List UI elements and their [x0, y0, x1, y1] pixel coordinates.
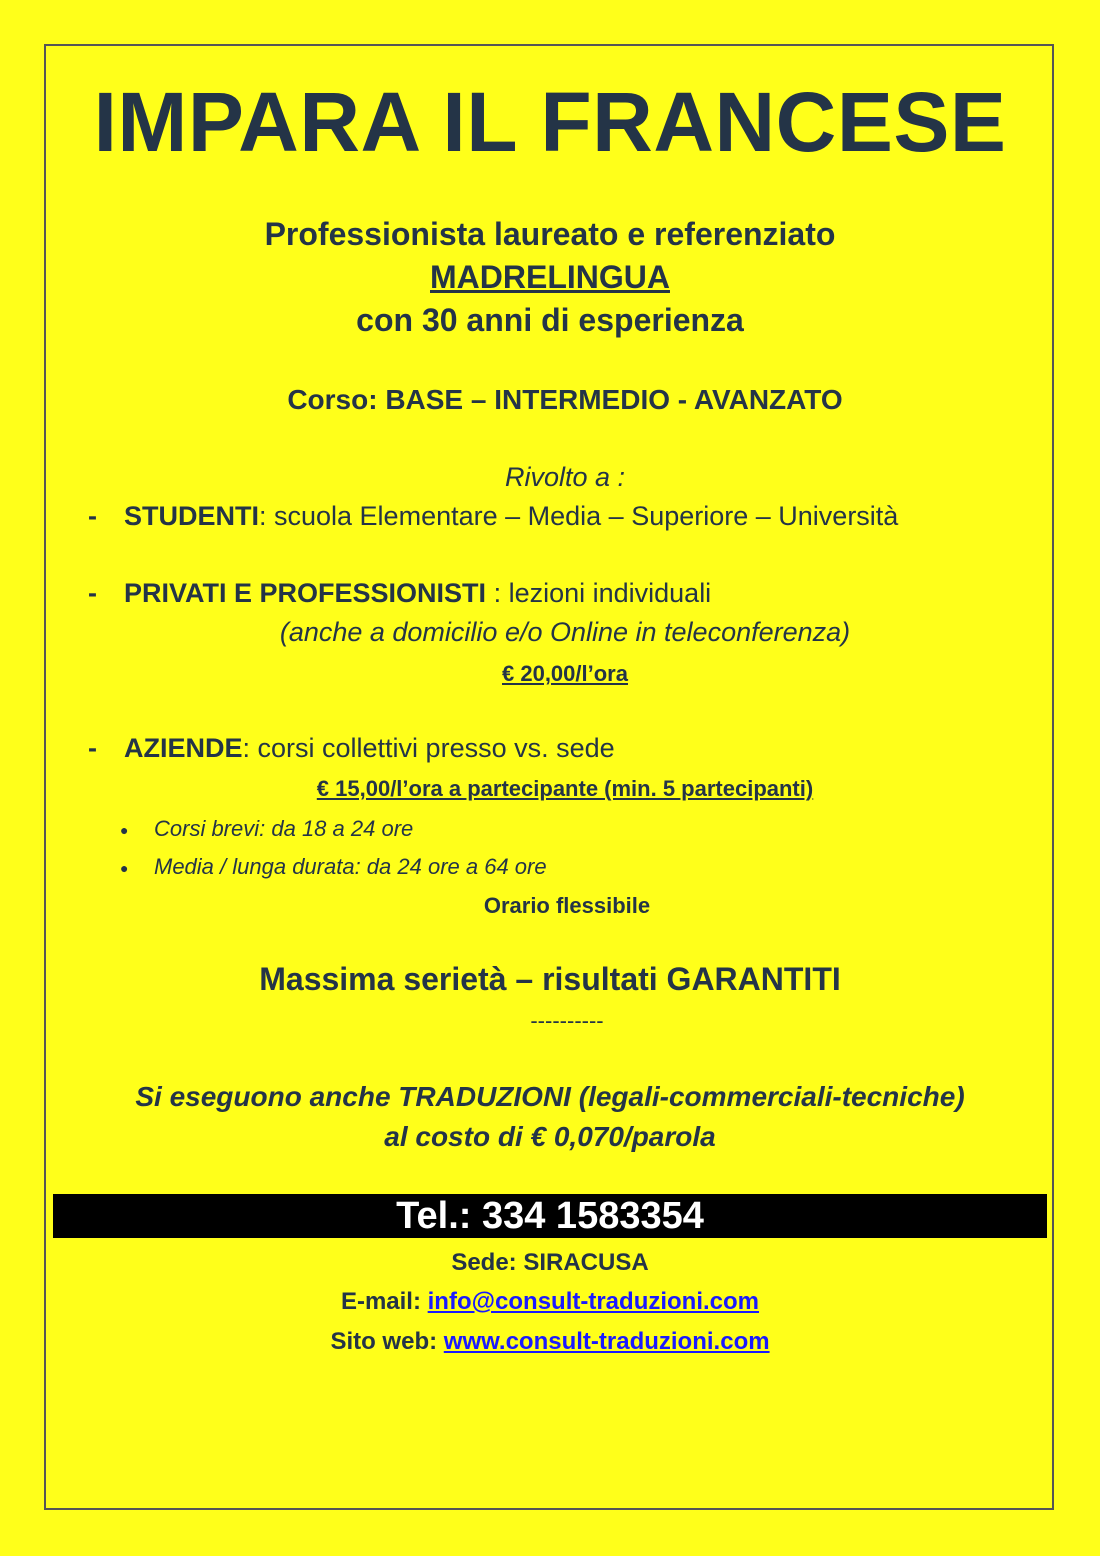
- email-link[interactable]: info@consult-traduzioni.com: [427, 1288, 760, 1315]
- translations-line-2: al costo di € 0,070/parola: [384, 1121, 716, 1152]
- phone-banner: Tel.: 334 1583354: [53, 1194, 1047, 1238]
- sede-location: Sede: SIRACUSA: [451, 1249, 649, 1276]
- website-label: Sito web:: [330, 1328, 444, 1355]
- intro-line-3: con 30 anni di esperienza: [356, 302, 744, 338]
- bullet-text: Corsi brevi: da 18 a 24 ore: [154, 816, 414, 841]
- dash-marker: -: [88, 501, 97, 531]
- intro-line-1: Professionista laureato e referenziato: [264, 216, 836, 252]
- intro-madrelingua: MADRELINGUA: [430, 259, 670, 295]
- bullet-text: Media / lunga durata: da 24 ore a 64 ore: [154, 854, 547, 879]
- separator-dashes: ----------: [530, 1008, 604, 1033]
- privati-label: PRIVATI E PROFESSIONISTI: [124, 578, 487, 608]
- target-heading: Rivolto a :: [504, 462, 626, 492]
- dash-marker: -: [88, 578, 97, 608]
- studenti-text: : scuola Elementare – Media – Superiore – Università: [259, 501, 899, 531]
- studenti-label: STUDENTI: [124, 501, 259, 531]
- list-item-bullet: [120, 816, 413, 842]
- course-levels: Corso: BASE – INTERMEDIO - AVANZATO: [287, 384, 843, 415]
- slogan: Massima serietà – risultati GARANTITI: [259, 961, 841, 997]
- dash-marker: -: [88, 733, 97, 763]
- privati-text: : lezioni individuali: [486, 578, 712, 608]
- email-row: [0, 1288, 1100, 1316]
- list-item-aziende: [88, 733, 615, 764]
- website-row: [0, 1328, 1100, 1356]
- list-item-privati: [88, 578, 711, 609]
- email-label: E-mail:: [340, 1288, 428, 1315]
- page-title: IMPARA IL FRANCESE: [93, 75, 1007, 169]
- privati-price: € 20,00/l’ora: [502, 661, 628, 686]
- list-item-bullet: [120, 854, 547, 880]
- privati-note: (anche a domicilio e/o Online in teleconferenza): [279, 617, 851, 647]
- bullet-icon: ●: [120, 822, 129, 839]
- aziende-label: AZIENDE: [124, 733, 243, 763]
- website-link[interactable]: www.consult-traduzioni.com: [443, 1328, 770, 1355]
- aziende-text: : corsi collettivi presso vs. sede: [242, 733, 615, 763]
- translations-line-1: Si eseguono anche TRADUZIONI (legali-commerciali-tecniche): [135, 1081, 965, 1112]
- aziende-price: € 15,00/l’ora a partecipante (min. 5 partecipanti): [316, 776, 814, 801]
- orario-flessibile: Orario flessibile: [483, 893, 651, 918]
- list-item-studenti: [88, 501, 898, 532]
- bullet-icon: ●: [120, 860, 129, 877]
